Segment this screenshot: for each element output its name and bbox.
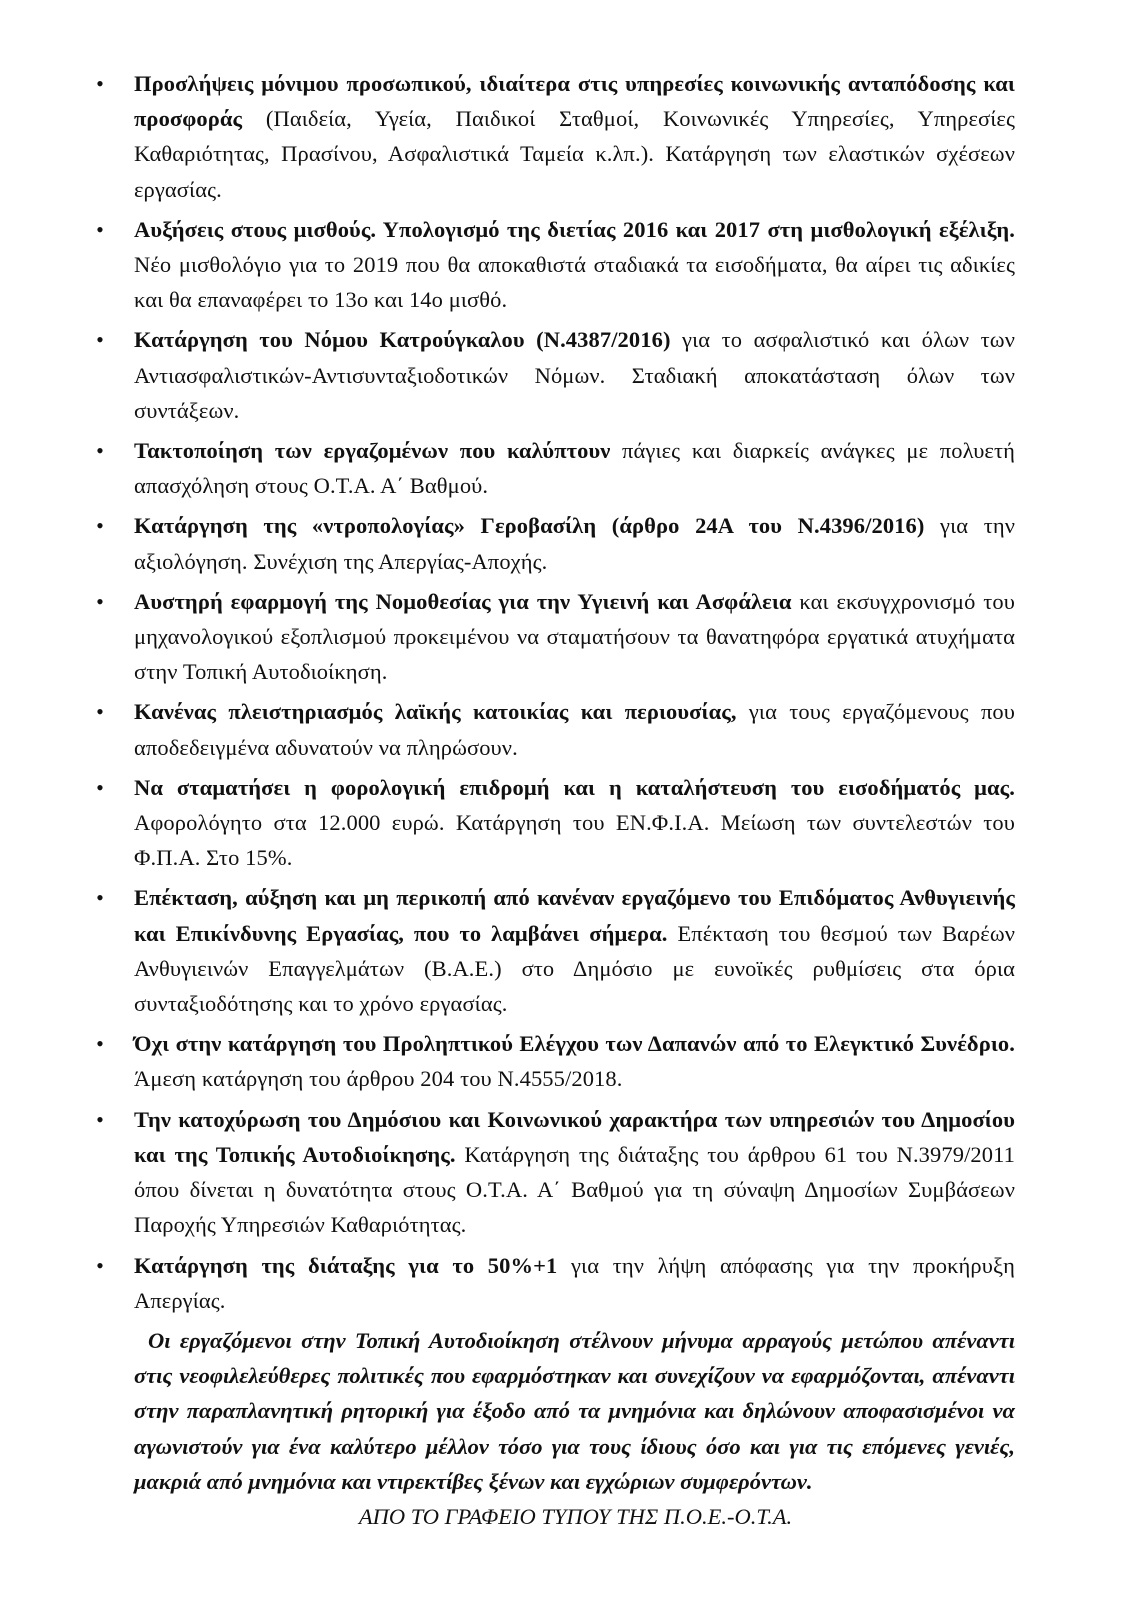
bullet-icon: •	[96, 699, 104, 725]
demand-text: Αφορολόγητο στα 12.000 ευρώ. Κατάργηση του ΕΝ.Φ.Ι.Α. Μείωση των συντελεστών του Φ.Π.Α. Στο 15%.	[134, 810, 1015, 871]
bullet-icon: •	[96, 885, 104, 911]
bullet-icon: •	[96, 216, 104, 242]
demand-item	[0, 212, 1131, 318]
demand-text: Επέκταση του θεσμού των Βαρέων Ανθυγιεινών Επαγγελμάτων (Β.Α.Ε.) στο Δημόσιο με ευνοϊκές ρυθμίσεις στα όρια συνταξιοδότησης και το χρόνο εργασίας.	[134, 920, 1016, 1017]
demand-bold-text: Αυστηρή εφαρμογή της Νομοθεσίας για την Υγιεινή και Ασφάλεια	[134, 588, 792, 614]
demand-bold-text: Κανένας πλειστηριασμός λαϊκής κατοικίας και περιουσίας,	[134, 699, 737, 725]
bullet-icon: •	[96, 327, 104, 353]
demand-item	[0, 694, 1131, 764]
demand-item	[0, 584, 1131, 690]
demand-bold-text: Κατάργηση της «ντροπολογίας» Γεροβασίλη (άρθρο 24Α του Ν.4396/2016)	[134, 513, 925, 539]
bullet-icon: •	[96, 513, 104, 539]
demand-text: για τους εργαζόμενους που αποδεδειγμένα αδυνατούν να πληρώσουν.	[134, 699, 1015, 760]
demand-item	[0, 66, 1131, 207]
demand-text: Κατάργηση της διάταξης του άρθρου 61 του Ν.3979/2011 όπου δίνεται η δυνατότητα στους Ο.Τ.Α. Α΄ Βαθμού για τη σύναψη Δημοσίων Συμβάσεων Παροχής Υπηρεσιών Καθαριότητας.	[134, 1141, 1015, 1238]
bullet-icon: •	[96, 1106, 104, 1132]
demand-item	[0, 322, 1131, 428]
bullet-icon: •	[96, 1252, 104, 1278]
signature: ΑΠΟ ΤΟ ΓΡΑΦΕΙΟ ΤΥΠΟΥ ΤΗΣ Π.Ο.Ε.-Ο.Τ.Α.	[358, 1503, 793, 1529]
bullet-icon: •	[96, 438, 104, 464]
demand-text: Άμεση κατάργηση του άρθρου 204 του Ν.4555/2018.	[134, 1066, 623, 1092]
demand-bold-text: Όχι στην κατάργηση του Προληπτικού Ελέγχου των Δαπανών από το Ελεγκτικό Συνέδριο.	[134, 1031, 1015, 1057]
bullet-icon: •	[96, 774, 104, 800]
demand-text: και εκσυγχρονισμό του μηχανολογικού εξοπλισμού προκειμένου να σταματήσουν τα θανατηφόρα εργατικά ατυχήματα στην Τοπική Αυτοδιοίκηση.	[134, 588, 1015, 685]
demand-bold-text: Τακτοποίηση των εργαζομένων που καλύπτουν	[134, 438, 611, 464]
demand-text: πάγιες και διαρκείς ανάγκες με πολυετή απασχόληση στους Ο.Τ.Α. Α΄ Βαθμού.	[134, 438, 1015, 499]
closing-paragraph: Οι εργαζόμενοι στην Τοπική Αυτοδιοίκηση στέλνουν μήνυμα αρραγούς μετώπου απέναντι στις νεοφιλελεύθερες πολιτικές που εφαρμόστηκαν και συνεχίζουν να εφαρμόζονται, απέναντι στην παραπλανητική ρητορική για έξοδο από τα μνημόνια και δηλώνουν αποφασισμένοι να αγωνιστούν για ένα καλύτερο μέλλον τόσο για τους ίδιους όσο και για τις επόμενες γενιές, μακριά από μνημόνια και ντιρεκτίβες ξένων και εγχώριων συμφερόντων.	[134, 1327, 1015, 1494]
demand-item	[0, 1248, 1131, 1318]
demands-list	[0, 66, 1131, 1318]
demand-bold-text: Κατάργηση του Νόμου Κατρούγκαλου (Ν.4387/2016)	[134, 327, 671, 353]
demand-bold-text: Την κατοχύρωση του Δημόσιου και Κοινωνικού χαρακτήρα των υπηρεσιών του Δημοσίου και της Τοπικής Αυτοδιοίκησης.	[134, 1106, 1015, 1167]
demand-text: (Παιδεία, Υγεία, Παιδικοί Σταθμοί, Κοινωνικές Υπηρεσίες, Υπηρεσίες Καθαριότητας, Πρασίνου, Ασφαλιστικά Ταμεία κ.λπ.). Κατάργηση των ελαστικών σχέσεων εργασίας.	[134, 106, 1015, 202]
demand-text: για την λήψη απόφασης για την προκήρυξη Απεργίας.	[134, 1252, 1015, 1313]
demand-bold-text: Αυξήσεις στους μισθούς. Υπολογισμό της διετίας 2016 και 2017 στη μισθολογική εξέλιξη.	[134, 216, 1015, 242]
demand-text: Νέο μισθολόγιο για το 2019 που θα αποκαθιστά σταδιακά τα εισοδήματα, θα αίρει τις αδικίες και θα επαναφέρει το 13ο και 14ο μισθό.	[134, 252, 1015, 313]
demand-item	[0, 1102, 1131, 1243]
demand-bold-text: Επέκταση, αύξηση και μη περικοπή από κανέναν εργαζόμενο του Επιδόματος Ανθυγιεινής και Επικίνδυνης Εργασίας, που το λαμβάνει σήμερα.	[134, 885, 1015, 946]
demand-bold-text: Κατάργηση της διάταξης για το 50%+1	[134, 1252, 558, 1278]
demand-bold-text: Να σταματήσει η φορολογική επιδρομή και η καταλήστευση του εισοδήματός μας.	[134, 774, 1015, 800]
demand-text: για το ασφαλιστικό και όλων των Αντιασφαλιστικών-Αντισυνταξιοδοτικών Νόμων. Σταδιακή αποκατάσταση όλων των συντάξεων.	[134, 327, 1015, 423]
demand-text: για την αξιολόγηση. Συνέχιση της Απεργίας-Αποχής.	[134, 513, 1015, 574]
demand-bold-text: Προσλήψεις μόνιμου προσωπικού, ιδιαίτερα στις υπηρεσίες κοινωνικής ανταπόδοσης και προσφοράς	[134, 71, 1015, 132]
demand-item	[0, 880, 1131, 1021]
demand-item	[0, 1026, 1131, 1096]
demand-item	[0, 508, 1131, 578]
document-page	[0, 66, 1131, 1534]
bullet-icon: •	[96, 588, 104, 614]
bullet-icon: •	[96, 1031, 104, 1057]
bullet-icon: •	[96, 71, 104, 96]
demand-item	[0, 770, 1131, 876]
demand-item	[0, 433, 1131, 503]
